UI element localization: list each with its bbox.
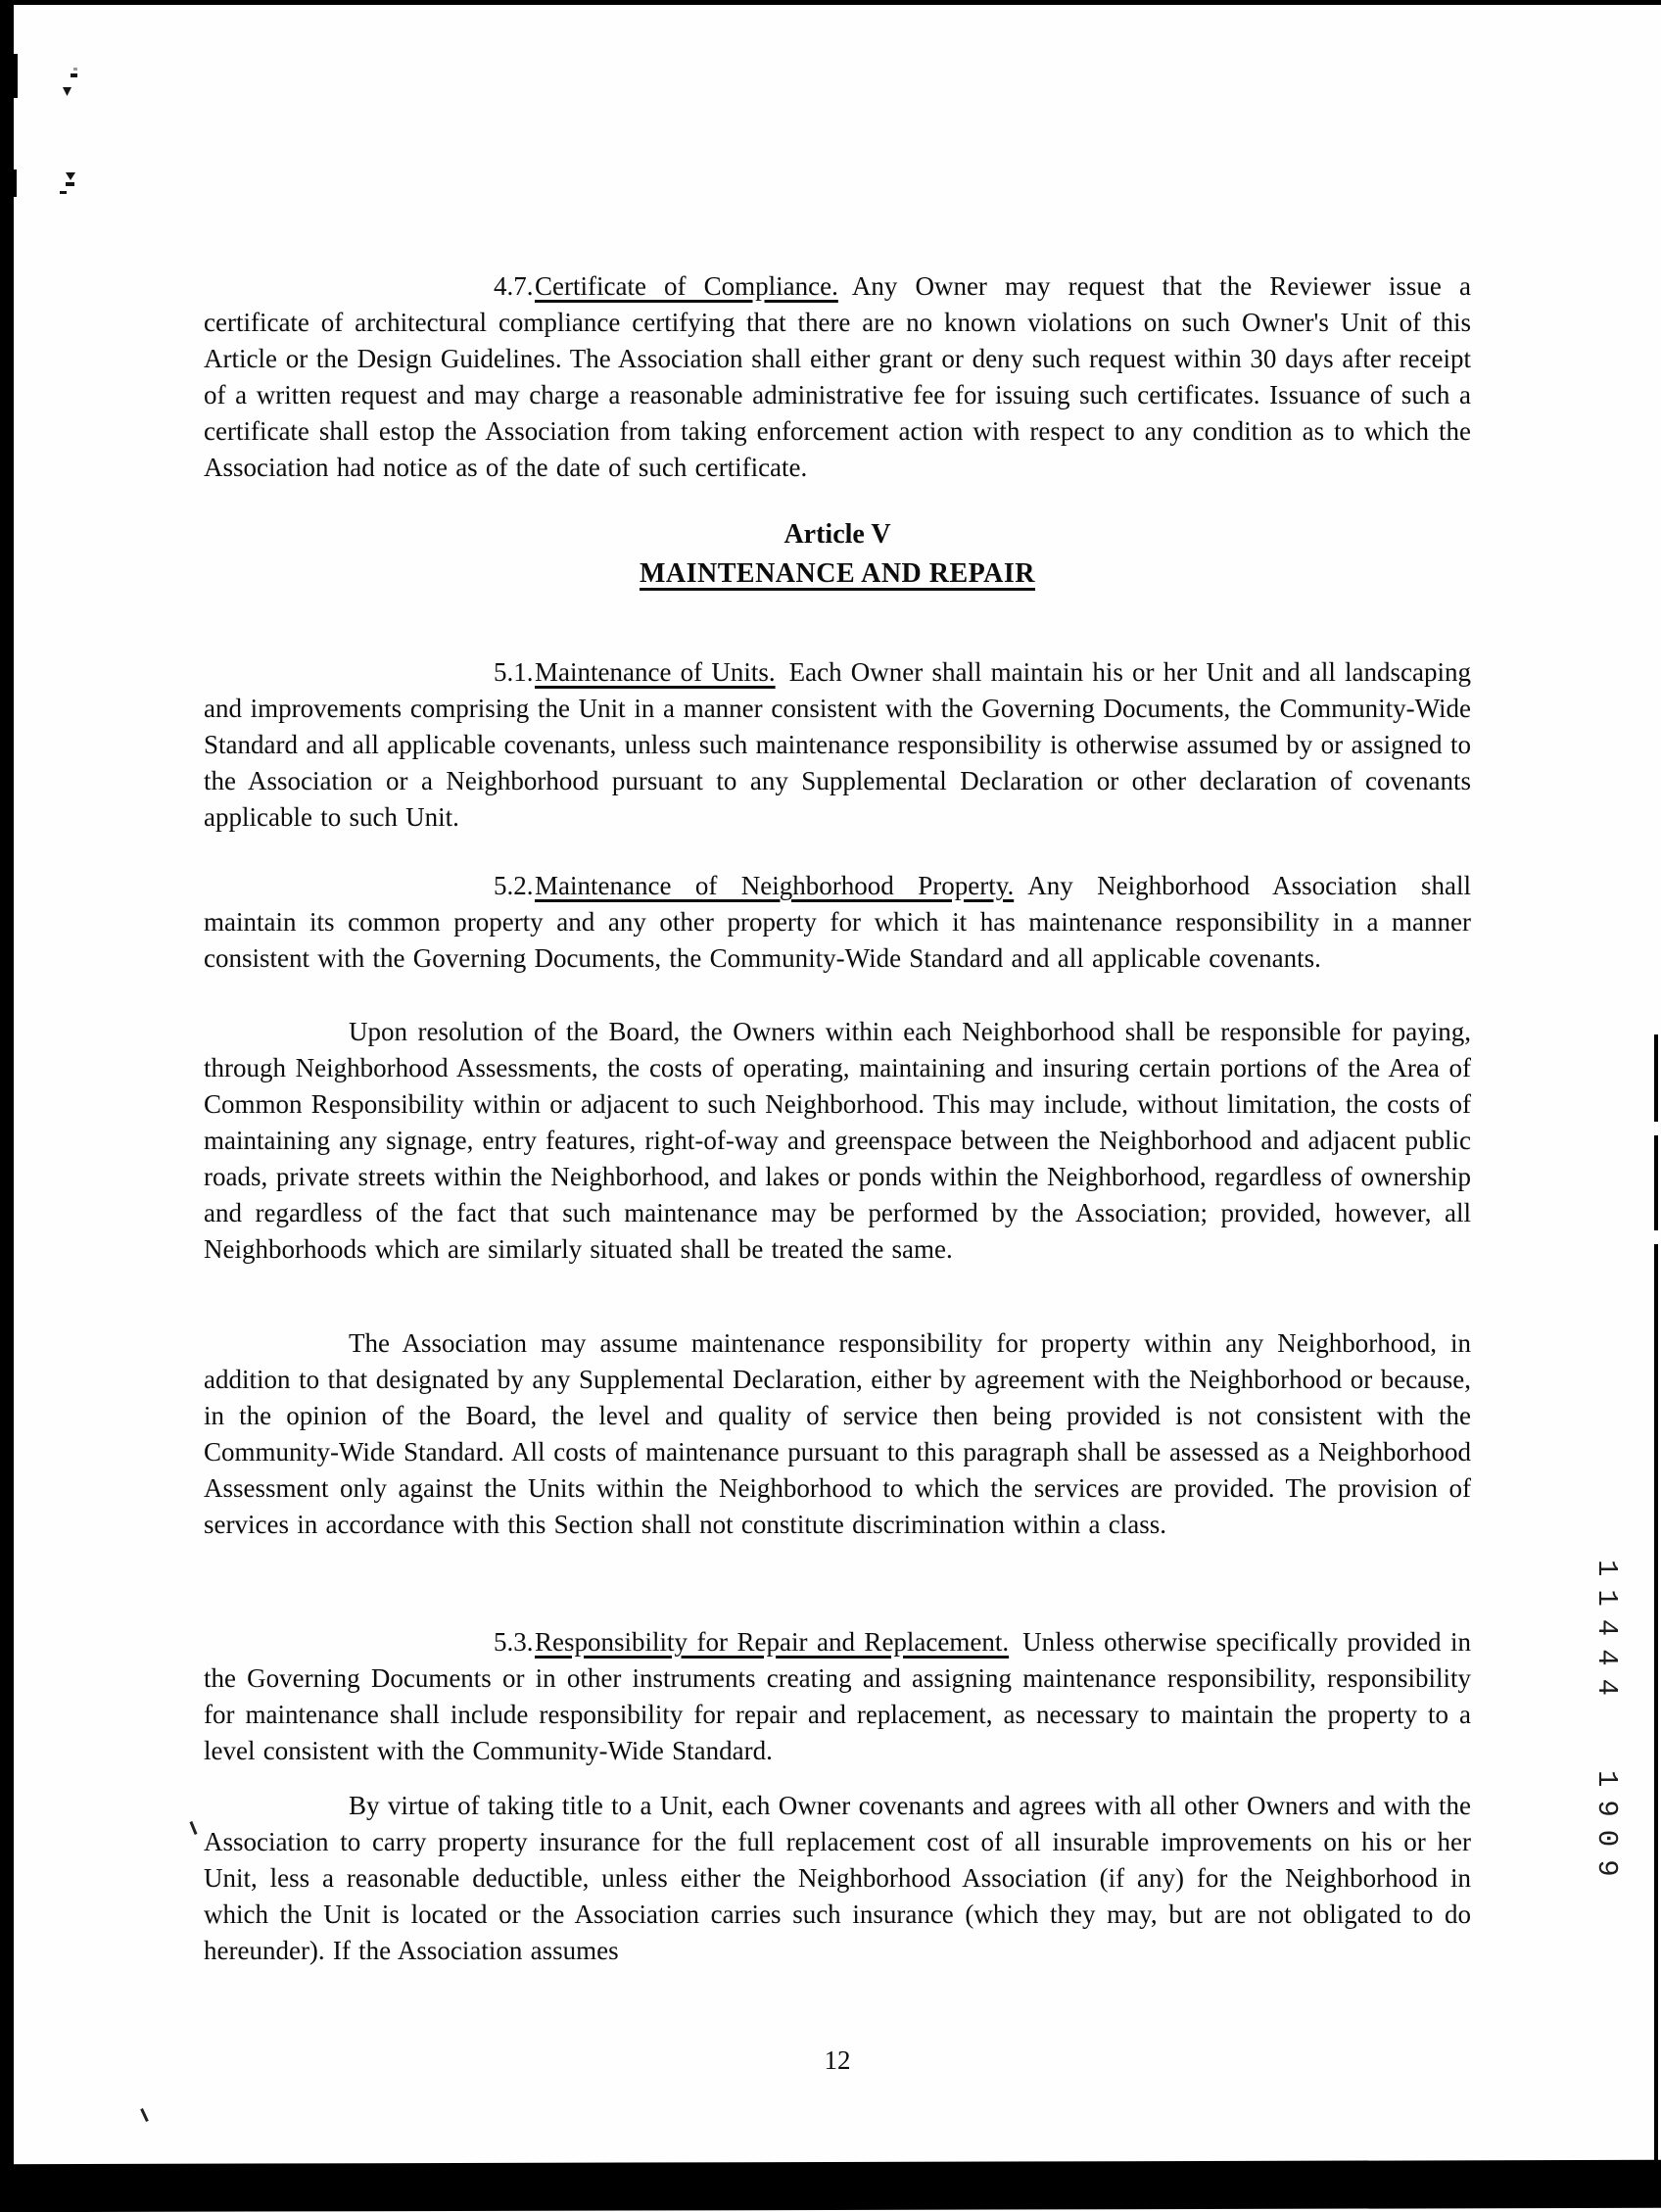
scan-speck <box>66 172 75 180</box>
scan-border-left <box>0 0 14 2210</box>
scan-speck <box>73 68 77 71</box>
paragraph-association-assume-text: The Association may assume maintenance responsibility for property within any Neighborhood, in addition to that designated by any Supplemental Declaration, either by agreement with the Neighborhood or because, in the opinion of the Board, the level and quality of service then being provided is not consistent with the Community-Wide Standard. All costs of maintenance pursuant to this paragraph shall be assessed as a Neighborhood Assessment only against the Units within the Neighborhood to which the services are provided. The provision of services in accordance with this Section shall not constitute discrimination within a class. <box>204 1328 1471 1539</box>
scan-speck <box>66 182 74 186</box>
page-number: 12 <box>824 2045 851 2075</box>
article-title: Article V <box>783 519 891 550</box>
scan-speck <box>60 191 67 194</box>
scan-tick-mark <box>140 2108 149 2122</box>
section-number-5-2: 5.2. <box>494 871 534 900</box>
paragraph-4-7 <box>204 268 1471 486</box>
paragraph-by-virtue-text: By virtue of taking title to a Unit, each Owner covenants and agrees with all other Owners and with the Association to carry property insurance for the full replacement cost of all insurable improvements on his or her Unit, less a reasonable deductible, unless either the Neighborhood Association (if any) for the Neighborhood in which the Unit is located or the Association carries such insurance (which they may, but are not obligated to do hereunder). If the Association assumes <box>204 1791 1471 1965</box>
paragraph-association-assume <box>204 1325 1471 1543</box>
scan-border-right <box>1654 1034 1658 1122</box>
scan-speck <box>71 73 77 77</box>
paragraph-5-1 <box>204 654 1471 836</box>
section-title-5-1: Maintenance of Units. <box>535 657 776 687</box>
section-number-5-1: 5.1. <box>494 657 534 687</box>
section-number-5-3: 5.3. <box>494 1627 534 1657</box>
section-title-5-3: Responsibility for Repair and Replacement. <box>535 1627 1010 1657</box>
section-title-4-7: Certificate of Compliance. <box>535 271 838 301</box>
scan-tick-mark <box>189 1821 197 1835</box>
scan-speck <box>63 87 71 96</box>
section-text-5-3: Unless otherwise specifically provided in the Governing Documents or in other instruments creating and assigning maintenance responsibility, responsibility for maintenance shall include responsibility for repair and replacement, as necessary to maintain the property to a level consistent with the Community-Wide Standard. <box>204 1627 1471 1765</box>
paragraph-5-2 <box>204 868 1471 977</box>
section-number-4-7: 4.7. <box>494 271 534 301</box>
scan-border-blotch <box>0 169 17 197</box>
margin-stamp-line1: 11444 <box>1590 1560 1623 1709</box>
scan-border-right <box>1654 1244 1658 2162</box>
scan-border-right <box>1654 1135 1658 1230</box>
scan-border-bottom <box>0 2160 1661 2212</box>
scan-border-top <box>0 0 1661 5</box>
scan-border-blotch <box>0 54 18 98</box>
article-subtitle: MAINTENANCE AND REPAIR <box>639 558 1036 589</box>
paragraph-5-3 <box>204 1624 1471 1769</box>
section-text-4-7: Any Owner may request that the Reviewer issue a certificate of architectural compliance certifying that there are no known violations on such Owner's Unit of this Article or the Design Guidelines. The Association shall either grant or deny such request within 30 days after receipt of a written request and may charge a reasonable administrative fee for issuing such certificates. Issuance of such a certificate shall estop the Association from taking enforcement action with respect to any condition as to which the Association had notice as of the date of such certificate. <box>204 271 1471 482</box>
margin-stamp-line2: 1909 <box>1590 1770 1623 1890</box>
paragraph-by-virtue <box>204 1788 1471 1969</box>
section-text-5-1: Each Owner shall maintain his or her Unit and all landscaping and improvements comprising the Unit in a manner consistent with the Governing Documents, the Community-Wide Standard and all applicable covenants, unless such maintenance responsibility is otherwise assumed by or assigned to the Association or a Neighborhood pursuant to any Supplemental Declaration or other declaration of covenants applicable to such Unit. <box>204 657 1472 832</box>
paragraph-upon-resolution-text: Upon resolution of the Board, the Owners within each Neighborhood shall be responsible for paying, through Neighborhood Assessments, the costs of operating, maintaining and insuring certain portions of the Area of Common Responsibility within or adjacent to such Neighborhood. This may include, without limitation, the costs of maintaining any signage, entry features, right-of-way and greenspace between the Neighborhood and adjacent public roads, private streets within the Neighborhood, and lakes or ponds within the Neighborhood, regardless of ownership and regardless of the fact that such maintenance may be performed by the Association; provided, however, all Neighborhoods which are similarly situated shall be treated the same. <box>204 1017 1471 1264</box>
section-text-5-2: Any Neighborhood Association shall maintain its common property and any other property for which it has maintenance responsibility in a manner consistent with the Governing Documents, the Community-Wide Standard and all applicable covenants. <box>204 871 1471 973</box>
paragraph-upon-resolution <box>204 1014 1471 1268</box>
section-title-5-2: Maintenance of Neighborhood Property. <box>535 871 1015 900</box>
article-heading <box>204 515 1471 594</box>
